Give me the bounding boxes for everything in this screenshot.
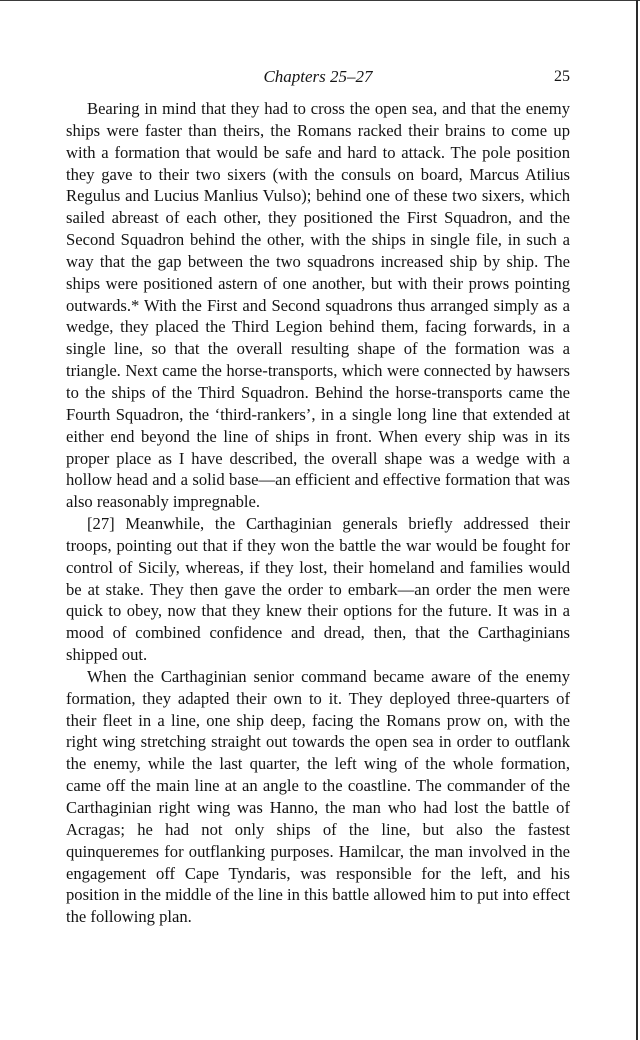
body-text (66, 98, 570, 928)
paragraph: Bearing in mind that they had to cross the open sea, and that the enemy ships were faster than theirs, the Romans racked their brains to come up with a formation that would be safe and hard to attack. The pole position they gave to their two sixers (with the consuls on board, Marcus Atilius Regulus and Lucius Manlius Vulso); behind one of these two sixers, which sailed abreast of each other, they positioned the First Squadron, and the Second Squadron behind the other, with the ships in single file, in such a way that the gap between the two squadrons increased ship by ship. The ships were positioned astern of one another, but with their prows pointing outwards.* With the First and Second squadrons thus arranged simply as a wedge, they placed the Third Legion behind them, facing forwards, in a single line, so that the overall resulting shape of the formation was a triangle. Next came the horse-transports, which were connected by hawsers to the ships of the Third Squadron. Behind the horse-transports came the Fourth Squadron, the ‘third-rankers’, in a single long line that extended at either end beyond the line of ships in front. When every ship was in its proper place as I have described, the overall shape was a wedge with a hollow head and a solid base—an efficient and effective formation that was also reasonably impregnable. (66, 99, 570, 512)
page-number: 25 (554, 68, 570, 85)
page-top-edge (0, 0, 640, 1)
page-right-edge (636, 0, 638, 1040)
running-title: Chapters 25–27 (263, 67, 373, 86)
paragraph: When the Carthaginian senior command became aware of the enemy formation, they adapted their own to it. They deployed three-quarters of their fleet in a line, one ship deep, facing the Romans prow on, with the right wing stretching straight out towards the open sea in order to outflank the enemy, while the last quarter, the left wing of the whole formation, came off the main line at an angle to the coastline. The commander of the Carthaginian right wing was Hanno, the man who had lost the battle of Acragas; he had not only ships of the line, but also the fastest quinqueremes for outflanking purposes. Hamilcar, the man involved in the engagement off Cape Tyndaris, was responsible for the left, and his position in the middle of the line in this battle allowed him to put into effect the following plan. (66, 666, 570, 927)
paragraph: [27] Meanwhile, the Carthaginian generals briefly addressed their troops, pointing out that if they won the battle the war would be fought for control of Sicily, whereas, if they lost, their homeland and families would be at stake. They then gave the order to embark—an order the men were quick to obey, now that they knew their options for the future. It was in a mood of combined confidence and dread, then, that the Carthaginians shipped out. (66, 514, 570, 665)
book-page (66, 64, 570, 928)
running-head (66, 64, 570, 90)
